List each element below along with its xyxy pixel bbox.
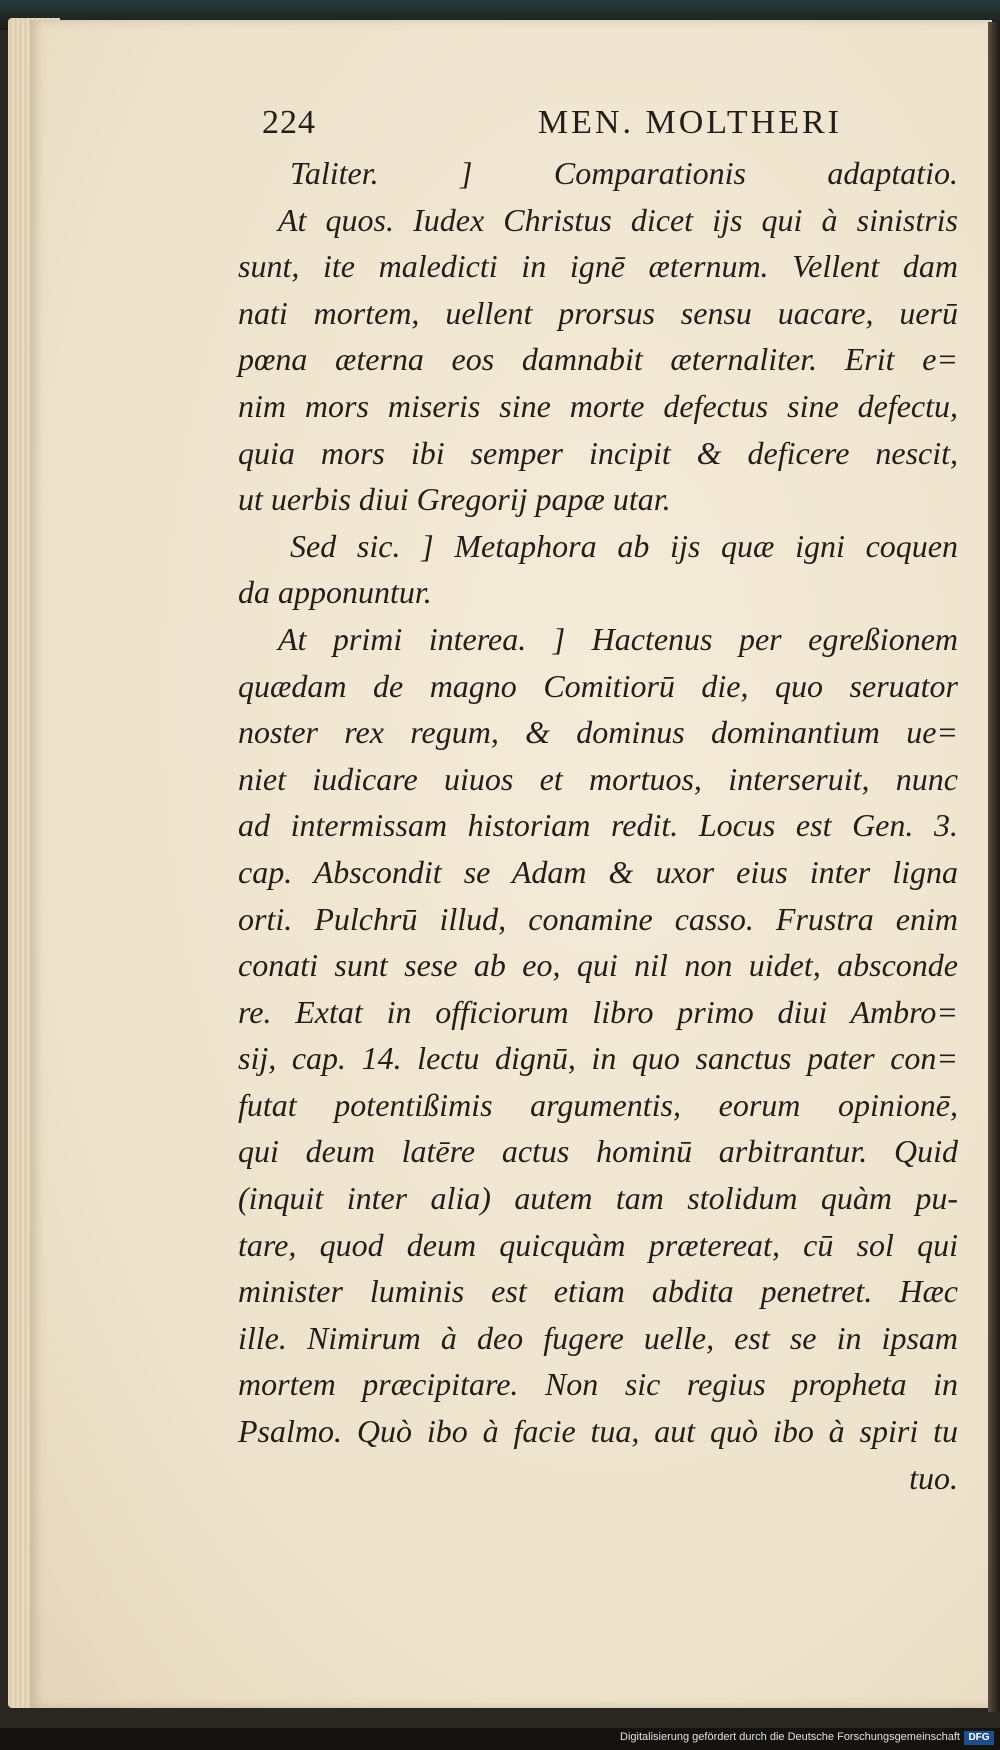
text-line: Taliter. ] Comparationis adaptatio. xyxy=(290,155,958,191)
text-line: qui deum latēre actus hominū arbitrantur. Quid xyxy=(238,1133,958,1170)
text-line: nim mors miseris sine morte defectus sine defectu, xyxy=(238,387,958,424)
text-line: cap. Abscondit se Adam & uxor eius inter ligna xyxy=(238,853,958,890)
running-head-title: MEN. MOLTHERI xyxy=(537,104,842,141)
text-line: mortem præcipitare. Non sic regius propheta in xyxy=(238,1366,958,1403)
text-line: nati mortem, uellent prorsus sensu uacare, uerū xyxy=(238,294,958,331)
text-line: Sed sic. ] Metaphora ab ijs quæ igni coquen xyxy=(290,527,958,564)
book-right-edge xyxy=(988,22,1000,1712)
text-line: orti. Pulchrū illud, conamine casso. Frustra enim xyxy=(238,900,958,937)
body-text xyxy=(238,150,958,1501)
text-line: tare, quod deum quicquàm prætereat, cū sol qui xyxy=(238,1226,958,1263)
text-line: pœna æterna eos damnabit æternaliter. Erit e= xyxy=(238,341,958,378)
text-line: At quos. Iudex Christus dicet ijs qui à sinistris xyxy=(278,201,958,238)
text-line: ut uerbis diui Gregorij papæ utar. xyxy=(238,481,671,518)
digitization-credit: Digitalisierung gefördert durch die Deutsche Forschungsgemeinschaft xyxy=(620,1731,960,1743)
text-line: Psalmo. Quò ibo à facie tua, aut quò ibo à spiri tu xyxy=(238,1413,958,1450)
text-line: niet iudicare uiuos et mortuos, interseruit, nunc xyxy=(238,760,958,797)
page-number: 224 xyxy=(262,104,316,141)
text-line: (inquit inter alia) autem tam stolidum quàm pu- xyxy=(238,1180,958,1217)
dfg-logo: DFG xyxy=(964,1731,994,1745)
text-line: sunt, ite maledicti in ignē æternum. Vellent dam xyxy=(238,248,958,285)
text-line: noster rex regum, & dominus dominantium ue= xyxy=(238,714,958,751)
text-line: ad intermissam historiam redit. Locus est Gen. 3. xyxy=(238,807,958,844)
running-header xyxy=(262,104,842,154)
text-line: quia mors ibi semper incipit & deficere nescit, xyxy=(238,434,958,471)
text-line: At primi interea. ] Hactenus per egreßionem xyxy=(278,620,958,657)
text-line-catchword: tuo. xyxy=(909,1459,958,1496)
text-line: minister luminis est etiam abdita penetret. Hæc xyxy=(238,1273,958,1310)
text-line: sij, cap. 14. lectu dignū, in quo sanctus pater con= xyxy=(238,1040,958,1077)
text-line: re. Extat in officiorum libro primo diui Ambro= xyxy=(238,993,958,1030)
text-line: conati sunt sese ab eo, qui nil non uidet, absconde xyxy=(238,947,958,984)
text-line: ille. Nimirum à deo fugere uelle, est se in ipsam xyxy=(238,1319,958,1356)
text-line: da apponuntur. xyxy=(238,574,432,611)
text-line: quædam de magno Comitiorū die, quo seruator xyxy=(238,667,958,704)
text-line: futat potentißimis argumentis, eorum opinionē, xyxy=(238,1086,958,1123)
